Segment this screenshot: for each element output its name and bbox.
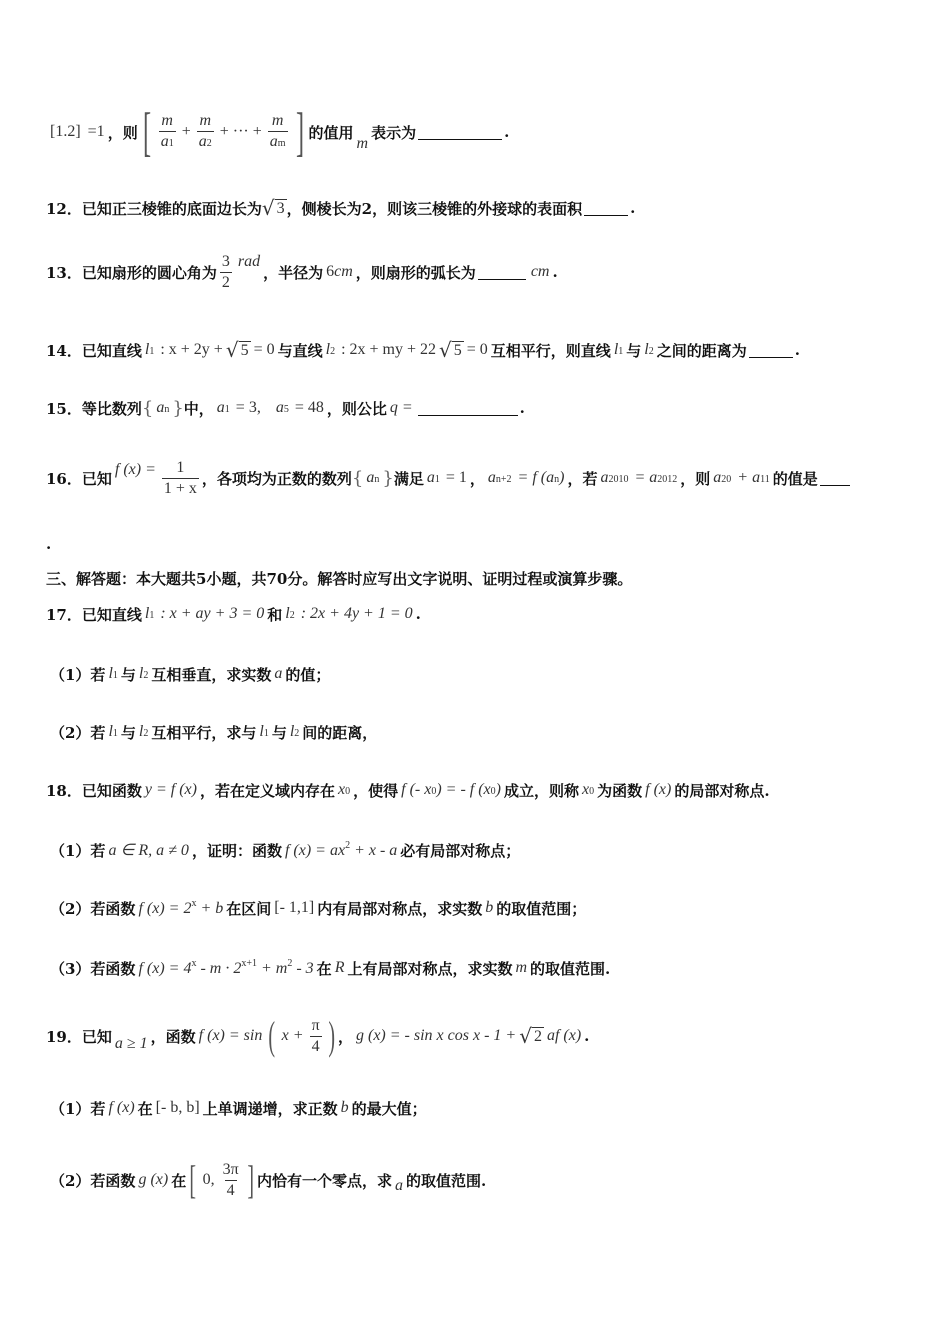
- q19-den: 4: [311, 1037, 320, 1055]
- q16-mid4: ，则: [680, 469, 711, 488]
- q19-prefix: 19．已知: [46, 1027, 112, 1046]
- q15-brace-left: {: [141, 397, 154, 419]
- q19-num: π: [311, 1016, 320, 1034]
- q13-line: [46, 244, 910, 300]
- q17-p2with2: 与: [271, 723, 287, 742]
- q19-end: .: [584, 1027, 590, 1045]
- q19-p2d: 的取值范围.: [405, 1171, 487, 1190]
- q19-comma: ，: [337, 1027, 353, 1046]
- q16-mid2: 满足: [393, 469, 424, 488]
- q17-prefix: 17．已知直线: [46, 605, 142, 624]
- q18-part1: [50, 832, 910, 868]
- q14-eq2a: : 2x + my + 22: [341, 341, 437, 358]
- q14-blank: [749, 342, 793, 358]
- q18-p2b: 在区间: [226, 899, 272, 918]
- q12-sqrt-icon: √: [261, 196, 275, 220]
- q17-l1: l1: [144, 605, 155, 622]
- q16-blank: [820, 470, 850, 486]
- q18-part3: [50, 950, 910, 986]
- q16-a2012: = a2012: [634, 469, 678, 486]
- q14-sqrt1-icon: √: [225, 338, 239, 362]
- q19-line: [46, 1008, 910, 1064]
- q19-p2-bracket-left: [: [189, 1157, 197, 1202]
- q19-p2den: 4: [226, 1181, 235, 1199]
- q19-p1a: （1）若: [50, 1099, 106, 1118]
- q19-paren-right: ): [327, 1013, 335, 1058]
- q18-fx: f (x): [645, 781, 672, 798]
- q17-p1var: a: [274, 665, 283, 682]
- q18-mid4: 为函数: [597, 781, 643, 800]
- q15-q: q =: [389, 399, 413, 416]
- q19-sqrt-icon: √: [519, 1024, 532, 1048]
- q19-frac: [310, 1016, 322, 1057]
- q17-p2c: 间的距离，: [302, 723, 378, 742]
- q13-num: 3: [221, 252, 230, 270]
- q14-line: [46, 332, 910, 368]
- q11-line: [46, 104, 910, 160]
- q15-a5v: = 48: [294, 399, 324, 416]
- q16-end: .: [46, 535, 52, 553]
- q13-rad: rad: [237, 253, 261, 270]
- q18-p2f: f $(x) = 2^x + b$: [138, 898, 224, 917]
- q17-p1with: 与: [120, 665, 136, 684]
- q16-comma: ，: [469, 469, 485, 488]
- q19-p2var: a: [394, 1177, 403, 1194]
- q16-a11: + a11: [737, 469, 770, 486]
- q11-suffix-a: 的值用: [308, 123, 354, 142]
- q17-p2with: 与: [120, 723, 136, 742]
- q16-line: [46, 448, 910, 508]
- q13-mid: ，半径为: [263, 263, 324, 282]
- q19-p2frac: [221, 1160, 241, 1201]
- q18-p3b: 在: [316, 959, 332, 978]
- q17-line: [46, 596, 910, 632]
- q14-r2: 5: [453, 341, 462, 359]
- q18-p3f: f $(x) = 4^x - m \cdot 2^{x+1} + m^2 - 3$: [138, 958, 314, 977]
- q14-mid2: 互相平行，则直线: [490, 341, 611, 360]
- q15-a1: a1: [216, 399, 230, 416]
- q19-p1f: f (x): [108, 1099, 135, 1116]
- q18-x0: x0: [338, 781, 351, 798]
- q18-p3var: m: [515, 959, 528, 976]
- q19-cond: a ≥ 1: [114, 1035, 148, 1052]
- q14-end: .: [794, 341, 800, 359]
- q14-l1b: l1: [613, 341, 624, 358]
- q19-p2num: 3π: [222, 1160, 239, 1178]
- q16-a2010: a2010: [600, 469, 629, 486]
- q19-p1int: [- b, b]: [155, 1099, 200, 1116]
- q11-dots: + ··· +: [219, 123, 262, 140]
- q16-mid: ，各项均为正数的数列: [201, 469, 352, 488]
- q14-suffix: 之间的距离为: [656, 341, 747, 360]
- q19-g2: af (x): [546, 1027, 582, 1044]
- q18-p3c: 上有局部对称点，求实数: [347, 959, 513, 978]
- q12-blank: [584, 200, 628, 216]
- q15-seq: an: [156, 399, 170, 416]
- q16-mid3: ，若: [567, 469, 598, 488]
- q19-paren-left: (: [268, 1013, 276, 1058]
- q19-x: x +: [281, 1027, 304, 1044]
- q16-brace-left: {: [351, 467, 364, 489]
- q16-prefix: 16．已知: [46, 469, 112, 488]
- q11-end: .: [504, 123, 510, 141]
- q16-seq: an: [366, 469, 380, 486]
- q17-eq1: : x + ay + 3 = 0: [160, 605, 265, 622]
- q18-p2c: 内有局部对称点，求实数: [317, 899, 483, 918]
- q15-end: .: [519, 399, 525, 417]
- q18-p2d: 的取值范围；: [496, 899, 587, 918]
- q13-prefix: 13．已知扇形的圆心角为: [46, 263, 217, 282]
- q16-brace-right: }: [382, 467, 394, 489]
- q12-end: .: [630, 199, 636, 217]
- q11-frac2-den: a2: [197, 131, 214, 154]
- q12-radicand: 3: [276, 199, 285, 217]
- q11-right-bracket: ]: [295, 102, 304, 162]
- q16-a1: a1: [426, 469, 440, 486]
- q18-part2: [50, 890, 910, 926]
- q11-frac3: [268, 111, 288, 154]
- q19-mid: ，函数: [150, 1027, 196, 1046]
- q17-p1a: （1）若: [50, 665, 106, 684]
- q17-end: .: [415, 605, 421, 623]
- q17-p2l2b: l2: [289, 723, 300, 740]
- q15-mid2: ，则公比: [326, 399, 387, 418]
- q13-radius: 6cm: [326, 263, 353, 280]
- q14-with: 与: [626, 341, 642, 360]
- q18-p2a: （2）若函数: [50, 899, 136, 918]
- q16-a20: a20: [713, 469, 732, 486]
- q16-fx: f (x) =: [114, 461, 156, 478]
- q18-p2int: [- 1,1]: [274, 899, 315, 916]
- q17-p1b: 互相垂直，求实数: [151, 665, 272, 684]
- q17-p2l2: l2: [138, 723, 149, 740]
- q13-mid2: ，则扇形的弧长为: [355, 263, 476, 282]
- q19-p1d: 的最大值；: [351, 1099, 427, 1118]
- q16-suffix: 的值是: [772, 469, 818, 488]
- q18-mid2: ，使得: [353, 781, 399, 800]
- q11-var-m: m: [356, 135, 369, 152]
- section3-title: 三、解答题：本大题共5小题，共70分。解答时应写出文字说明、证明过程或演算步骤。: [46, 569, 633, 588]
- q14-r1: 5: [240, 341, 249, 359]
- q12-suffix: ，侧棱长为2，则该三棱锥的外接球的表面积: [286, 199, 583, 218]
- q19-p2int0: 0,: [202, 1171, 215, 1188]
- q16-frac: [162, 458, 199, 499]
- q19-p2c: 内恰有一个零点，求: [256, 1171, 392, 1190]
- q11-blank: [418, 124, 502, 140]
- q18-x0b: x0: [582, 781, 595, 798]
- q19-p2b: 在: [171, 1171, 187, 1190]
- q19-g: g (x) = - sin x cos x - 1 +: [356, 1027, 517, 1044]
- q13-frac: [220, 252, 232, 293]
- q17-eq2: : 2x + 4y + 1 = 0: [300, 605, 413, 622]
- q19-p1b: 在: [137, 1099, 153, 1118]
- q17-p1c: 的值；: [285, 665, 331, 684]
- q14-prefix: 14．已知直线: [46, 341, 142, 360]
- q18-p3a: （3）若函数: [50, 959, 136, 978]
- q15-a5: a5: [275, 399, 289, 416]
- q11-frac2: [197, 111, 214, 154]
- q11-left-bracket: [: [142, 102, 151, 162]
- q14-l2b: l2: [644, 341, 654, 358]
- q18-p1b: ，证明：函数: [191, 841, 282, 860]
- q16-an2v: = f (an): [517, 469, 565, 486]
- q12-prefix: 12．已知正三棱锥的底面边长为: [46, 199, 262, 218]
- q17-p1l2: l2: [138, 665, 149, 682]
- q17-p2a: （2）若: [50, 723, 106, 742]
- q19-r: 2: [533, 1027, 542, 1045]
- q11-frac1-num: m: [161, 111, 173, 129]
- q15-mid: 中，: [183, 399, 214, 418]
- q14-l1: l1: [144, 341, 155, 358]
- q16-num: 1: [176, 458, 185, 476]
- q19-p1c: 上单调递增，求正数: [202, 1099, 338, 1118]
- q17-part1: [50, 656, 910, 692]
- q11-frac2-num: m: [199, 111, 211, 129]
- q18-p3d: 的取值范围.: [530, 959, 611, 978]
- q11-plus: +: [181, 123, 191, 140]
- q18-p3R: R: [334, 959, 345, 976]
- q11-comma: ，则: [107, 123, 138, 142]
- q13-blank: [478, 264, 526, 280]
- q19-part2: [50, 1150, 910, 1210]
- q18-yfx: y = f (x): [144, 781, 197, 798]
- q14-eq1a: : x + 2y +: [160, 341, 223, 358]
- q11-eq1: =1: [87, 123, 105, 140]
- q16-a1v: = 1: [445, 469, 467, 486]
- q14-mid: 与直线: [277, 341, 323, 360]
- q18-prefix: 18．已知函数: [46, 781, 142, 800]
- q19-p2g: g (x): [138, 1171, 169, 1188]
- q15-brace-right: }: [172, 397, 184, 419]
- q11-frac3-num: m: [271, 111, 284, 129]
- q18-p1f: f $(x) = ax^2 + x - a$: [284, 840, 398, 859]
- q11-interval: [1.2]: [50, 123, 81, 140]
- q19-part1: [50, 1090, 910, 1126]
- q19-p2a: （2）若函数: [50, 1171, 136, 1190]
- q13-cm2: cm: [530, 263, 550, 280]
- q11-frac1: [159, 111, 176, 154]
- q18-p1cond: a ∈ R, a ≠ 0: [108, 842, 189, 859]
- q18-line: [46, 772, 910, 808]
- q17-l2: l2: [285, 605, 295, 622]
- q11-suffix-b: 表示为: [371, 123, 417, 142]
- q14-eq1b: = 0: [253, 341, 275, 358]
- q16-an2: an+2: [487, 469, 512, 486]
- q15-prefix: 15．等比数列: [46, 399, 142, 418]
- q18-p1c: 必有局部对称点；: [400, 841, 521, 860]
- q19-f: f (x) = sin: [198, 1027, 263, 1044]
- q18-suffix: 的局部对称点.: [674, 781, 770, 800]
- q18-mid3: 成立，则称: [503, 781, 579, 800]
- q15-a1v: = 3,: [235, 399, 261, 416]
- q15-line: [46, 390, 910, 426]
- q17-part2: [50, 714, 910, 750]
- q18-eq: f (- x0) = - f (x0): [401, 781, 501, 798]
- q17-p2l1: l1: [108, 723, 118, 740]
- q11-frac1-den: a1: [159, 131, 176, 154]
- q18-mid: ，若在定义域内存在: [199, 781, 335, 800]
- q19-p1var: b: [340, 1099, 349, 1116]
- q13-end: .: [552, 263, 558, 281]
- q13-den: 2: [221, 273, 230, 291]
- q18-p2var: b: [485, 899, 494, 916]
- q17-and: 和: [267, 605, 283, 624]
- section3-header: [46, 566, 910, 590]
- q12-line: [46, 190, 910, 226]
- q16-den: 1 + x: [163, 479, 197, 497]
- q16-end-line: [46, 534, 910, 554]
- q17-p1l1: l1: [108, 665, 118, 682]
- q14-eq2b: = 0: [466, 341, 488, 358]
- q19-p2-bracket-right: ]: [246, 1157, 254, 1202]
- q14-sqrt2-icon: √: [439, 338, 452, 362]
- q14-l2: l2: [325, 341, 336, 358]
- q15-blank: [418, 400, 518, 416]
- q18-p1a: （1）若: [50, 841, 106, 860]
- q11-frac3-den: am: [268, 131, 288, 154]
- q17-p2l1b: l1: [259, 723, 269, 740]
- q17-p2b: 互相平行，求与: [151, 723, 257, 742]
